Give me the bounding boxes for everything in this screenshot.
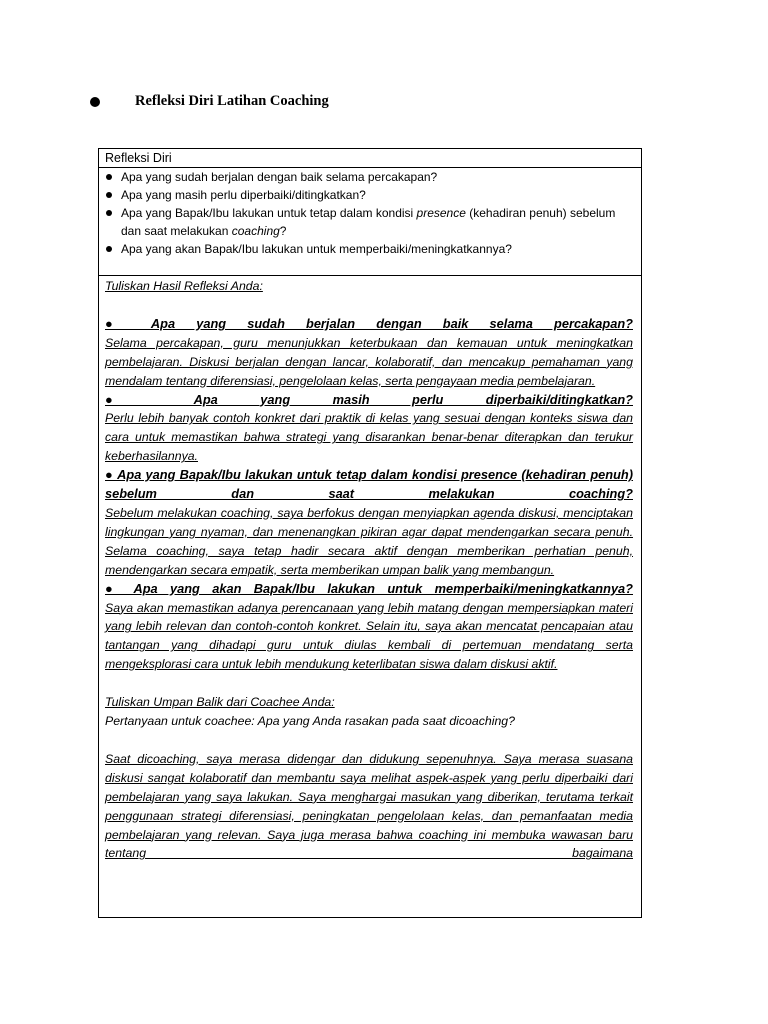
question-text-part: (kehadiran penuh) sebelum dan saat melakukan [121, 206, 616, 238]
question-emphasis: presence [416, 206, 466, 220]
bullet-icon [105, 240, 121, 258]
reflection-answer-text: Sebelum melakukan coaching, saya berfokus dengan menyiapkan agenda diskusi, menciptakan lingkungan yang nyaman, dan menenangkan pikiran agar dapat mendengarkan secara penuh. Selama coaching, saya tetap hadir secara aktif dengan memberikan perhatian penuh, mendengarkan secara empatik, serta memberikan umpan balik yang membangun. [105, 505, 633, 577]
question-text-part: Apa yang Bapak/Ibu lakukan untuk tetap dalam kondisi [121, 206, 417, 220]
question-text: Apa yang sudah berjalan dengan baik selama percakapan? [121, 170, 438, 184]
question-text: Apa yang masih perlu diperbaiki/ditingkatkan? [121, 188, 366, 202]
list-item [105, 168, 635, 186]
bullet-icon [105, 168, 121, 186]
page-title: Refleksi Diri Latihan Coaching [135, 93, 329, 109]
table-header: Refleksi Diri [99, 149, 641, 168]
bullet-icon [105, 186, 121, 204]
reflection-question: ● Apa yang masih perlu diperbaiki/ditingkatkan? [105, 391, 633, 407]
guiding-questions [99, 168, 641, 276]
list-item [105, 204, 635, 240]
question-text-part: ? [279, 224, 287, 238]
section-heading [90, 93, 329, 110]
answer-label: Tuliskan Hasil Refleksi Anda: [105, 279, 263, 293]
feedback-label: Tuliskan Umpan Balik dari Coachee Anda: [105, 695, 335, 710]
question-text [121, 204, 635, 240]
feedback-answer: Saat dicoaching, saya merasa didengar dan didukung sepenuhnya. Saya merasa suasana diskusi sangat kolaboratif dan membantu saya melihat aspek-aspek yang perlu diperbaiki dari pembelajaran yang saya lakukan. Saya menghargai masukan yang diberikan, terutama terkait penggunaan strategi diferensiasi, peningkatan pengelolaan kelas, dan pemanfaatan media pembelajaran yang relevan. Saya juga merasa bahwa coaching ini membuka wawasan baru tentang bagaimana [105, 751, 633, 861]
reflection-answer-text: Saya akan memastikan adanya perencanaan yang lebih matang dengan mempersiapkan materi yang lebih relevan dan contoh-contoh konkret. Selain itu, saya akan mencatat pencapaian atau tantangan yang dihadapi guru untuk diulas kembali di pertemuan mendatang serta mengeksplorasi cara untuk lebih mendukung keterlibatan siswa dalam diskusi aktif. [105, 600, 633, 672]
reflection-question: ● Apa yang Bapak/Ibu lakukan untuk tetap dalam kondisi presence (kehadiran penuh) sebelum dan saat melakukan coaching? [105, 467, 633, 502]
reflection-answer [99, 276, 641, 863]
list-item [105, 186, 635, 204]
reflection-question: ● Apa yang sudah berjalan dengan baik selama percakapan? [105, 315, 633, 331]
question-text: Apa yang akan Bapak/Ibu lakukan untuk memperbaiki/meningkatkannya? [121, 242, 512, 256]
feedback-question: Pertanyaan untuk coachee: Apa yang Anda rasakan pada saat dicoaching? [105, 714, 515, 729]
reflection-question: ● Apa yang akan Bapak/Ibu lakukan untuk memperbaiki/meningkatkannya? [105, 580, 633, 596]
list-item [105, 240, 635, 258]
question-emphasis: coaching [231, 224, 280, 238]
bullet-icon [90, 97, 100, 107]
reflection-answer-text: Selama percakapan, guru menunjukkan keterbukaan dan kemauan untuk meningkatkan pembelajaran. Diskusi berjalan dengan lancar, kolaboratif, dan mencakup pemahaman yang mendalam tentang diferensiasi, pengelolaan kelas, serta pengayaan media pembelajaran. [105, 335, 633, 388]
reflection-answer-text: Perlu lebih banyak contoh konkret dari praktik di kelas yang sesuai dengan konteks siswa dan cara untuk memastikan bahwa strategi yang disarankan benar-benar diterapkan dan terukur keberhasilannya. [105, 411, 633, 464]
bullet-icon [105, 204, 121, 240]
reflection-table [98, 148, 642, 918]
